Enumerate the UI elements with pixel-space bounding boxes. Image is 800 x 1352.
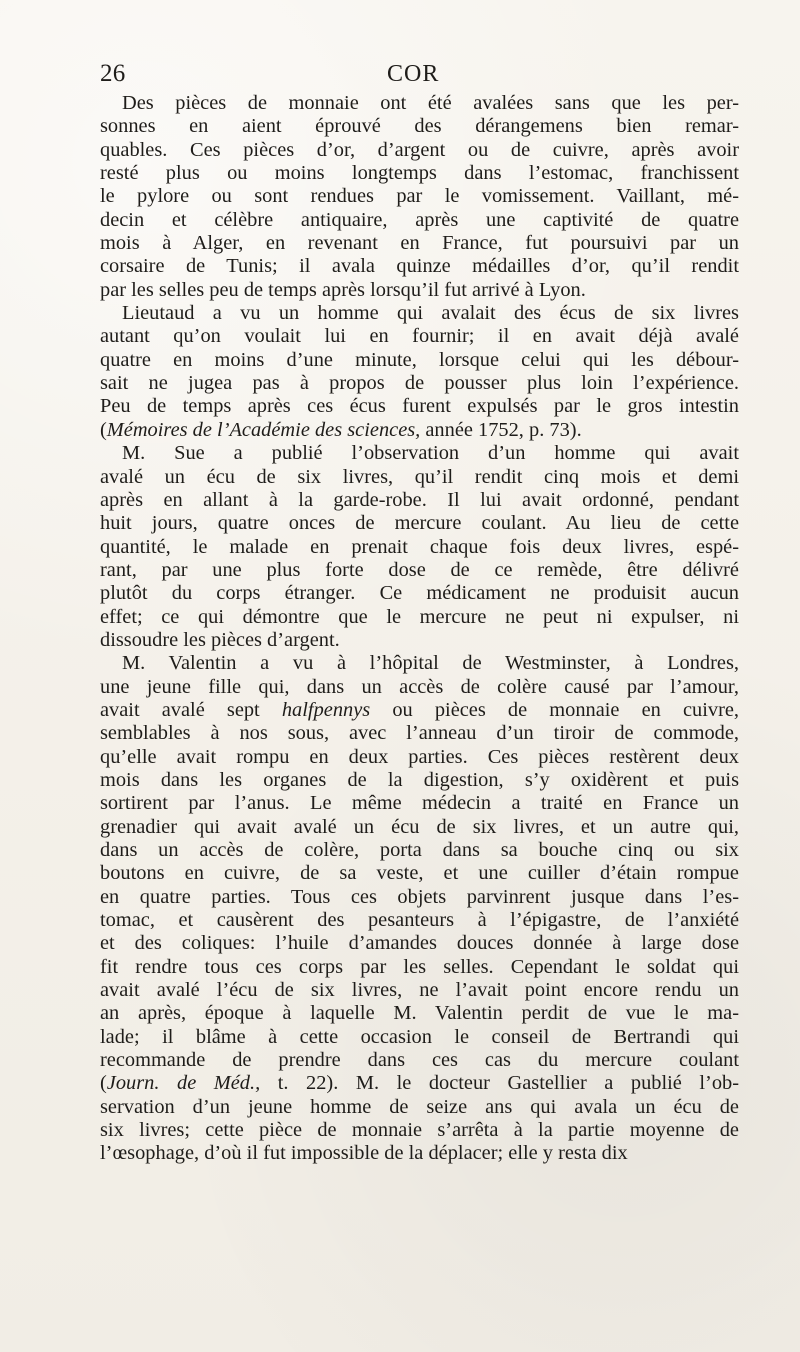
- citation-details: t. 22). M. le docteur Gastellier a publié l’ob-: [260, 1072, 739, 1095]
- text-line: qu’elle avait rompu en deux parties. Ces pièces restèrent deux: [100, 745, 739, 768]
- text-line: Des pièces de monnaie ont été avalées sans que les per-: [122, 92, 739, 114]
- text-line: boutons en cuivre, de sa veste, et une cuiller d’étain rompue: [100, 862, 739, 885]
- text-line: M. Valentin a vu à l’hôpital de Westminster, à Londres,: [122, 652, 739, 675]
- text-line: decin et célèbre antiquaire, après une captivité de quatre: [100, 208, 739, 231]
- text-line: plutôt du corps étranger. Ce médicament ne produisit aucun: [100, 582, 739, 605]
- text-line: servation d’un jeune homme de seize ans qui avala un écu de: [100, 1095, 739, 1118]
- text-segment: avait avalé sept: [100, 698, 282, 721]
- citation-title: Mémoires de l’Académie des sciences,: [106, 418, 421, 441]
- text-line: le pylore ou sont rendues par le vomissement. Vaillant, mé-: [100, 185, 739, 208]
- text-line: sait ne jugea pas à propos de pousser plus loin l’expérience.: [100, 372, 739, 395]
- citation-prefix: (: [100, 1072, 107, 1095]
- text-line: par les selles peu de temps après lorsqu’il fut arrivé à Lyon.: [100, 278, 586, 301]
- text-line: quables. Ces pièces d’or, d’argent ou de cuivre, après avoir: [100, 138, 739, 161]
- text-line: tomac, et causèrent des pesanteurs à l’épigastre, de l’anxiété: [100, 909, 739, 932]
- text-line: resté plus ou moins longtemps dans l’estomac, franchissent: [100, 162, 739, 185]
- text-line: quantité, le malade en prenait chaque fois deux livres, espé-: [100, 535, 739, 558]
- text-line: en quatre parties. Tous ces objets parvinrent jusque dans l’es-: [100, 885, 739, 908]
- text-line: lade; il blâme à cette occasion le conseil de Bertrandi qui: [100, 1025, 739, 1048]
- text-line: corsaire de Tunis; il avala quinze médailles d’or, qu’il rendit: [100, 255, 739, 278]
- text-line: autant qu’on voulait lui en fournir; il en avait déjà avalé: [100, 325, 739, 348]
- italic-term: halfpennys: [281, 698, 371, 721]
- text-line: avait avalé l’écu de six livres, ne l’avait point encore rendu un: [100, 979, 739, 1002]
- paragraph-4: [100, 652, 739, 1166]
- text-line: rant, par une plus forte dose de ce remède, être délivré: [100, 558, 739, 581]
- page-header: [100, 60, 740, 88]
- text-segment: ou pièces de monnaie en cuivre,: [370, 698, 739, 721]
- citation-prefix: (: [100, 418, 107, 441]
- text-line: recommande de prendre dans ces cas du mercure coulant: [100, 1049, 739, 1072]
- text-line: mois à Alger, en revenant en France, fut poursuivi par un: [100, 232, 739, 255]
- text-line: sortirent par l’anus. Le même médecin a traité en France un: [100, 792, 739, 815]
- citation-title: Journ. de Méd.,: [106, 1072, 261, 1095]
- paragraph-3: [100, 442, 739, 652]
- page-number: 26: [100, 60, 126, 87]
- text-line: mois dans les organes de la digestion, s’y oxidèrent et puis: [100, 768, 739, 791]
- text-line: semblables à nos sous, avec l’anneau d’un tiroir de commode,: [100, 722, 739, 745]
- text-line-with-citation: [100, 1072, 739, 1095]
- text-line: Lieutaud a vu un homme qui avalait des écus de six livres: [122, 302, 739, 325]
- text-line: quatre en moins d’une minute, lorsque celui qui les débour-: [100, 348, 739, 371]
- text-line: fit rendre tous ces corps par les selles. Cependant le soldat qui: [100, 955, 739, 978]
- text-line: huit jours, quatre onces de mercure coulant. Au lieu de cette: [100, 512, 739, 535]
- text-line: grenadier qui avait avalé un écu de six livres, et un autre qui,: [100, 815, 739, 838]
- text-line: après en allant à la garde-robe. Il lui avait ordonné, pendant: [100, 488, 739, 511]
- page-text: [100, 92, 739, 1166]
- text-line-with-citation: [100, 419, 739, 442]
- text-line: avalé un écu de six livres, qu’il rendit cinq mois et demi: [100, 465, 739, 488]
- text-line: l’œsophage, d’où il fut impossible de la déplacer; elle y resta dix: [100, 1142, 628, 1165]
- text-line: sonnes en aient éprouvé des dérangemens bien remar-: [100, 115, 739, 138]
- text-line: Peu de temps après ces écus furent expulsés par le gros intestin: [100, 395, 739, 418]
- text-line: M. Sue a publié l’observation d’un homme qui avait: [122, 442, 739, 465]
- paragraph-1: [100, 92, 739, 302]
- text-line: an après, époque à laquelle M. Valentin perdit de vue le ma-: [100, 1002, 739, 1025]
- text-line: une jeune fille qui, dans un accès de colère causé par l’amour,: [100, 675, 739, 698]
- text-line-with-italic-term: [100, 699, 739, 722]
- text-line: et des coliques: l’huile d’amandes douces donnée à large dose: [100, 932, 739, 955]
- text-line: effet; ce qui démontre que le mercure ne peut ni expulser, ni: [100, 605, 739, 628]
- text-line: dans un accès de colère, porta dans sa bouche cinq ou six: [100, 839, 739, 861]
- citation-details: année 1752, p. 73).: [420, 418, 582, 441]
- paragraph-2: [100, 302, 739, 442]
- running-head: COR: [387, 61, 440, 87]
- text-line: dissoudre les pièces d’argent.: [100, 628, 340, 651]
- text-line: six livres; cette pièce de monnaie s’arrêta à la partie moyenne de: [100, 1119, 739, 1142]
